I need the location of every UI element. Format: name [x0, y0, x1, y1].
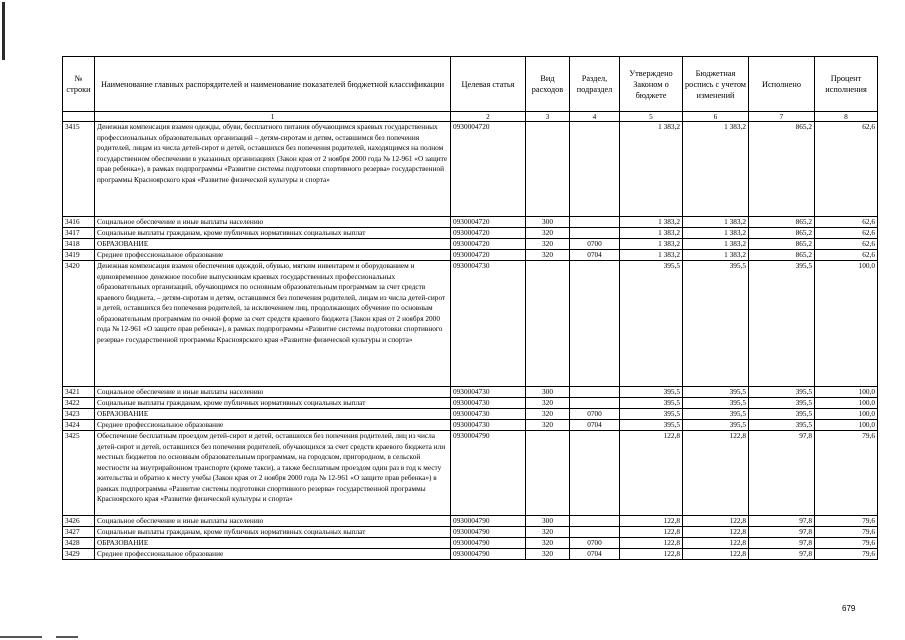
section-code: [570, 261, 620, 387]
section-code: [570, 398, 620, 409]
header-expense-type: Вид расходов: [526, 57, 570, 112]
budget-list-amount: 122,8: [683, 516, 749, 527]
section-code: [570, 431, 620, 516]
header-name: Наименование главных распорядителей и наименование показателей бюджетной классификации: [95, 57, 451, 112]
column-number-blank: [63, 112, 95, 122]
execution-percent: 62,6: [815, 217, 878, 228]
row-number: 3419: [63, 250, 95, 261]
execution-percent: 62,6: [815, 250, 878, 261]
execution-percent: 79,6: [815, 431, 878, 516]
column-number: 1: [95, 112, 451, 122]
executed-amount: 97,8: [749, 549, 815, 560]
row-number: 3426: [63, 516, 95, 527]
row-number: 3416: [63, 217, 95, 228]
column-number: 5: [620, 112, 683, 122]
column-number: 8: [815, 112, 878, 122]
row-name: ОБРАЗОВАНИЕ: [95, 239, 451, 250]
section-code: 0700: [570, 538, 620, 549]
row-name: Среднее профессиональное образование: [95, 250, 451, 261]
page-number: 679: [842, 604, 856, 613]
row-name: Социальные выплаты гражданам, кроме публичных нормативных социальных выплат: [95, 398, 451, 409]
execution-percent: 79,6: [815, 516, 878, 527]
execution-percent: 100,0: [815, 398, 878, 409]
execution-percent: 62,6: [815, 122, 878, 217]
column-number: 3: [526, 112, 570, 122]
expense-type-code: 320: [526, 420, 570, 431]
scan-edge-mark: [2, 2, 5, 60]
section-code: [570, 516, 620, 527]
target-article-code: 0930004730: [451, 409, 526, 420]
approved-amount: 1 383,2: [620, 239, 683, 250]
row-name: Социальное обеспечение и иные выплаты населению: [95, 516, 451, 527]
executed-amount: 97,8: [749, 516, 815, 527]
budget-list-amount: 122,8: [683, 549, 749, 560]
target-article-code: 0930004790: [451, 549, 526, 560]
execution-percent: 100,0: [815, 420, 878, 431]
row-number: 3422: [63, 398, 95, 409]
executed-amount: 395,5: [749, 420, 815, 431]
section-code: 0704: [570, 549, 620, 560]
table-row: [63, 122, 878, 217]
expense-type-code: 320: [526, 250, 570, 261]
table-row: [63, 409, 878, 420]
row-name: Среднее профессиональное образование: [95, 549, 451, 560]
execution-percent: 62,6: [815, 228, 878, 239]
budget-list-amount: 395,5: [683, 409, 749, 420]
row-number: 3429: [63, 549, 95, 560]
section-code: [570, 217, 620, 228]
approved-amount: 395,5: [620, 409, 683, 420]
column-number-row: [63, 112, 878, 122]
target-article-code: 0930004790: [451, 527, 526, 538]
budget-list-amount: 395,5: [683, 387, 749, 398]
row-name: Социальные выплаты гражданам, кроме публичных нормативных социальных выплат: [95, 228, 451, 239]
column-number: 2: [451, 112, 526, 122]
row-name: Обеспечение бесплатным проездом детей-сирот и детей, оставшихся без попечения родителей, лиц из числа детей-сирот и детей, оставшихся без попечения родителей, обучающихся за счет средств краевого бюджета или местных бюджетов по основным образовательным программам, на городском, пригородном, в сельской местности на внутрирайонном транспорте (кроме такси), а также бесплатным проездом один раз в год к месту жительства и обратно к месту учебы (Закон края от 2 ноября 2000 года № 12-961 «О защите прав ребенка») в рамках подпрограммы «Развитие системы подготовки спортивного резерва» государственной программы Красноярского края «Развитие физической культуры и спорта»: [95, 431, 451, 516]
approved-amount: 122,8: [620, 538, 683, 549]
header-section: Раздел, подраздел: [570, 57, 620, 112]
header-approved: Утверждено Законом о бюджете: [620, 57, 683, 112]
budget-list-amount: 1 383,2: [683, 217, 749, 228]
approved-amount: 1 383,2: [620, 122, 683, 217]
target-article-code: 0930004720: [451, 250, 526, 261]
target-article-code: 0930004790: [451, 516, 526, 527]
expense-type-code: 300: [526, 217, 570, 228]
header-target-article: Целевая статья: [451, 57, 526, 112]
budget-list-amount: 1 383,2: [683, 239, 749, 250]
header-budget-list: Бюджетная роспись с учетом изменений: [683, 57, 749, 112]
expense-type-code: 320: [526, 409, 570, 420]
row-number: 3418: [63, 239, 95, 250]
approved-amount: 122,8: [620, 431, 683, 516]
executed-amount: 395,5: [749, 387, 815, 398]
row-name: ОБРАЗОВАНИЕ: [95, 409, 451, 420]
budget-execution-table: [62, 56, 878, 560]
column-number: 4: [570, 112, 620, 122]
header-percent: Процент исполнения: [815, 57, 878, 112]
budget-list-amount: 395,5: [683, 398, 749, 409]
section-code: [570, 228, 620, 239]
target-article-code: 0930004720: [451, 217, 526, 228]
header-row-number: № строки: [63, 57, 95, 112]
expense-type-code: 320: [526, 538, 570, 549]
row-number: 3420: [63, 261, 95, 387]
expense-type-code: 320: [526, 549, 570, 560]
budget-list-amount: 395,5: [683, 261, 749, 387]
row-number: 3425: [63, 431, 95, 516]
table-row: [63, 538, 878, 549]
execution-percent: 79,6: [815, 527, 878, 538]
row-number: 3417: [63, 228, 95, 239]
target-article-code: 0930004730: [451, 387, 526, 398]
scan-edge-mark: [0, 636, 42, 638]
expense-type-code: [526, 261, 570, 387]
target-article-code: 0930004720: [451, 122, 526, 217]
executed-amount: 395,5: [749, 398, 815, 409]
section-code: [570, 527, 620, 538]
executed-amount: 97,8: [749, 538, 815, 549]
approved-amount: 1 383,2: [620, 217, 683, 228]
section-code: 0704: [570, 420, 620, 431]
budget-list-amount: 1 383,2: [683, 228, 749, 239]
column-number: 6: [683, 112, 749, 122]
expense-type-code: 300: [526, 516, 570, 527]
target-article-code: 0930004720: [451, 239, 526, 250]
row-name: Социальные выплаты гражданам, кроме публичных нормативных социальных выплат: [95, 527, 451, 538]
table-row: [63, 239, 878, 250]
executed-amount: 865,2: [749, 122, 815, 217]
header-executed: Исполнено: [749, 57, 815, 112]
budget-list-amount: 395,5: [683, 420, 749, 431]
target-article-code: 0930004790: [451, 431, 526, 516]
table-row: [63, 516, 878, 527]
execution-percent: 79,6: [815, 549, 878, 560]
expense-type-code: 320: [526, 228, 570, 239]
expense-type-code: 320: [526, 527, 570, 538]
target-article-code: 0930004730: [451, 420, 526, 431]
section-code: [570, 387, 620, 398]
row-number: 3423: [63, 409, 95, 420]
approved-amount: 395,5: [620, 420, 683, 431]
target-article-code: 0930004720: [451, 228, 526, 239]
executed-amount: 865,2: [749, 250, 815, 261]
table-row: [63, 431, 878, 516]
row-name: Социальное обеспечение и иные выплаты населению: [95, 387, 451, 398]
expense-type-code: 320: [526, 239, 570, 250]
target-article-code: 0930004730: [451, 261, 526, 387]
row-number: 3427: [63, 527, 95, 538]
row-name: ОБРАЗОВАНИЕ: [95, 538, 451, 549]
target-article-code: 0930004730: [451, 398, 526, 409]
row-name: Денежная компенсация взамен одежды, обуви, бесплатного питания обучающимся краевых государственных профессиональных образовательных организаций – детям-сиротам и детям, оставшимся без попечения родителей, лицам из числа детей-сирот и детей, оставшихся без попечения родителей, находящимся на полном государственном обеспечении в указанных организациях (Закон края от 2 ноября 2000 года № 12-961 «О защите прав ребенка»), в рамках подпрограммы «Развитие системы подготовки спортивного резерва» государственной программы Красноярского края «Развитие физической культуры и спорта»: [95, 122, 451, 217]
execution-percent: 100,0: [815, 409, 878, 420]
executed-amount: 395,5: [749, 261, 815, 387]
execution-percent: 100,0: [815, 261, 878, 387]
execution-percent: 100,0: [815, 387, 878, 398]
table-row: [63, 228, 878, 239]
row-name: Среднее профессиональное образование: [95, 420, 451, 431]
execution-percent: 79,6: [815, 538, 878, 549]
executed-amount: 97,8: [749, 527, 815, 538]
budget-list-amount: 122,8: [683, 431, 749, 516]
section-code: 0700: [570, 409, 620, 420]
budget-list-amount: 122,8: [683, 538, 749, 549]
scan-edge-mark: [56, 636, 78, 638]
table-row: [63, 549, 878, 560]
section-code: 0704: [570, 250, 620, 261]
section-code: [570, 122, 620, 217]
row-number: 3424: [63, 420, 95, 431]
table-row: [63, 420, 878, 431]
executed-amount: 865,2: [749, 228, 815, 239]
approved-amount: 1 383,2: [620, 250, 683, 261]
target-article-code: 0930004790: [451, 538, 526, 549]
row-name: Денежная компенсация взамен обеспечения одеждой, обувью, мягким инвентарем и оборудованием и единовременное денежное пособие выпускникам краевых государственных профессиональных образовательных организаций, обучающимся по основным образовательным программам за счет средств краевого бюджета, – детям-сиротам и детям, оставшимся без попечения родителей, лицам из числа детей-сирот и детей, оставшихся без попечения родителей, за исключением лиц, продолжающих обучение по основным образовательным программам по очной форме за счет средств краевого бюджета (Закон края от 2 ноября 2000 года № 12-961 «О защите прав ребенка»), в рамках подпрограммы «Развитие системы подготовки спортивного резерва» государственной программы Красноярского края «Развитие физической культуры и спорта»: [95, 261, 451, 387]
approved-amount: 395,5: [620, 387, 683, 398]
executed-amount: 865,2: [749, 217, 815, 228]
table-row: [63, 261, 878, 387]
table-row: [63, 387, 878, 398]
approved-amount: 395,5: [620, 261, 683, 387]
approved-amount: 395,5: [620, 398, 683, 409]
table-row: [63, 527, 878, 538]
budget-list-amount: 1 383,2: [683, 122, 749, 217]
budget-list-amount: 1 383,2: [683, 250, 749, 261]
table-row: [63, 398, 878, 409]
execution-percent: 62,6: [815, 239, 878, 250]
table-row: [63, 250, 878, 261]
row-number: 3428: [63, 538, 95, 549]
row-number: 3415: [63, 122, 95, 217]
row-name: Социальное обеспечение и иные выплаты населению: [95, 217, 451, 228]
row-number: 3421: [63, 387, 95, 398]
table-row: [63, 217, 878, 228]
executed-amount: 97,8: [749, 431, 815, 516]
expense-type-code: [526, 431, 570, 516]
approved-amount: 122,8: [620, 516, 683, 527]
table-header-row: [63, 57, 878, 112]
expense-type-code: [526, 122, 570, 217]
executed-amount: 395,5: [749, 409, 815, 420]
executed-amount: 865,2: [749, 239, 815, 250]
approved-amount: 122,8: [620, 527, 683, 538]
approved-amount: 122,8: [620, 549, 683, 560]
approved-amount: 1 383,2: [620, 228, 683, 239]
section-code: 0700: [570, 239, 620, 250]
column-number: 7: [749, 112, 815, 122]
expense-type-code: 320: [526, 398, 570, 409]
expense-type-code: 300: [526, 387, 570, 398]
budget-list-amount: 122,8: [683, 527, 749, 538]
